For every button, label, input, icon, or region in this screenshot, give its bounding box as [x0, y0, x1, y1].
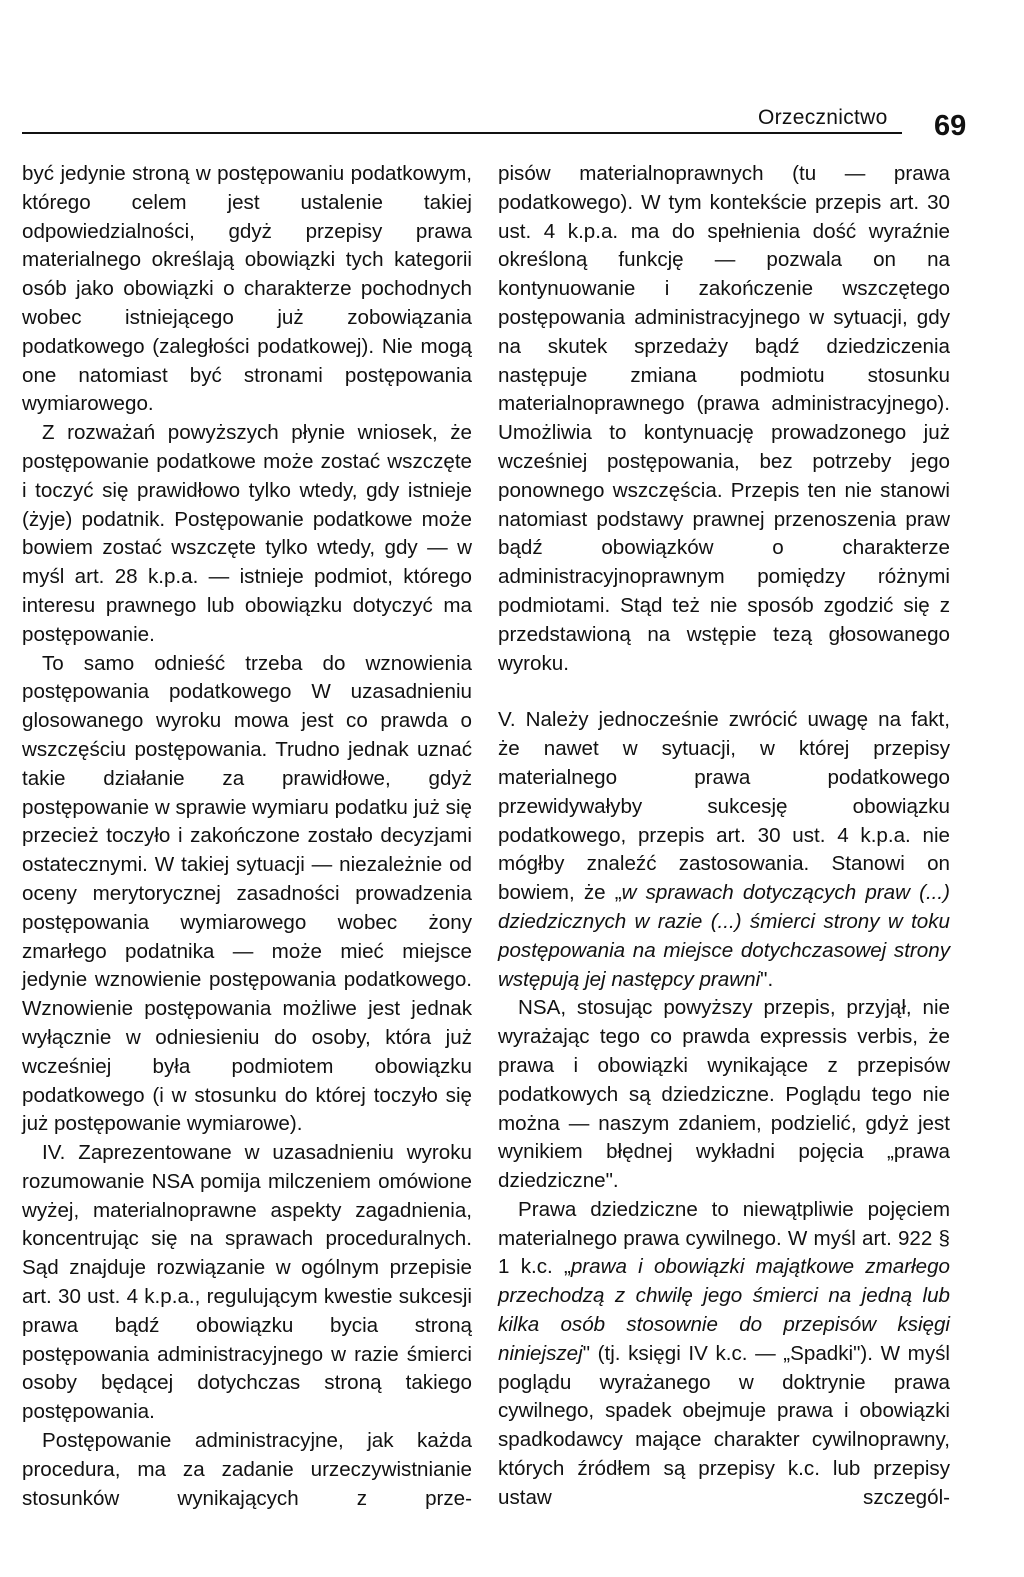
paragraph-text: ".	[760, 967, 774, 991]
paragraph-text: " (tj. księgi IV k.c. — „Spadki"). W myśl poglądu wyrażanego w doktrynie prawa cywilnego, spadek obejmuje prawa i obowiązki spadkodawcy mające charakter cywilnoprawny, których źródłem są przepisy k.c. lub przepisy ustaw szczegól-	[498, 1341, 950, 1509]
paragraph: być jedynie stroną w postępowaniu podatkowym, którego celem jest ustalenie takiej odpowiedzialności, gdyż przepisy prawa materialnego określają obowiązki tych kategorii osób jako obowiązki o charakterze pochodnych wobec istniejącego już zobowiązania podatkowego (zaległości podatkowej). Nie mogą one natomiast być stronami postępowania wymiarowego.	[22, 162, 472, 416]
paragraph-text: Prawa dziedziczne to niewątpliwie pojęciem materialnego prawa cywilnego. W myśl art. 922 § 1 k.c. „	[498, 1197, 950, 1279]
header-rule	[22, 132, 902, 134]
paragraph: IV. Zaprezentowane w uzasadnieniu wyroku rozumowanie NSA pomija milczeniem omówione wyżej, materialnoprawne aspekty zagadnienia, koncentrując się na sprawach proceduralnych. Sąd znajduje rozwiązanie w ogólnym przepisie art. 30 ust. 4 k.p.a., regulującym kwestie sukcesji prawa bądź obowiązku bycia stroną postępowania administracyjnego w razie śmierci osoby będącej dotychczas stroną takiego postępowania.	[22, 1141, 472, 1424]
paragraph: NSA, stosując powyższy przepis, przyjął, nie wyrażając tego co prawda expressis verbis, że prawa i obowiązki wynikające z przepisów podatkowych są dziedziczne. Poglądu tego nie można — naszym zdaniem, podzielić, gdyż jest wynikiem błędnej wykładni pojęcia „prawa dziedziczne".	[498, 996, 950, 1193]
running-head: Orzecznictwo	[758, 106, 888, 129]
paragraph: Postępowanie administracyjne, jak każda procedura, ma za zadanie urzeczywistnianie stosunków wynikających z prze-	[22, 1429, 472, 1510]
quotation: w sprawach dotyczących praw (...) dziedzicznych w razie (...) śmierci strony w toku postępowania na miejsce dotychczasowej strony wstępują jej następcy prawni	[498, 881, 950, 991]
left-column	[22, 160, 472, 1513]
paragraph: To samo odnieść trzeba do wznowienia postępowania podatkowego W uzasadnieniu glosowanego wyroku mowa jest co prawda o wszczęściu postępowania. Trudno jednak uznać takie działanie za prawidłowe, gdyż postępowanie w sprawie wymiaru podatku już się przecież toczyło i zakończone zostało decyzjami ostatecznymi. W takiej sytuacji — niezależnie od oceny merytorycznej zasadności prowadzenia postępowania wymiarowego wobec żony zmarłego podatnika — może mieć miejsce jedynie wznowienie postępowania podatkowego. Wznowienie postępowania możliwe jest jednak wyłącznie w odniesieniu do osoby, która już wcześniej była podmiotem obowiązku podatkowego (i w stosunku do której toczyło się już postępowanie wymiarowe).	[22, 651, 472, 1136]
paragraph	[498, 706, 950, 994]
paragraph: pisów materialnoprawnych (tu — prawa podatkowego). W tym kontekście przepis art. 30 ust. 4 k.p.a. ma do spełnienia dość wyraźnie określoną funkcję — pozwala on na kontynuowanie i zakończenie wszczętego postępowania administracyjnego w sytuacji, gdy na skutek sprzedaży bądź dziedziczenia następuje zmiana podmiotu stosunku materialnoprawnego (prawa administracyjnego). Umożliwia to kontynuację prowadzonego już wcześniej postępowania, bez potrzeby jego ponownego wszczęścia. Przepis ten nie stanowi natomiast podstawy prawnej przenoszenia praw bądź obowiązków o charakterze administracyjnoprawnym pomiędzy różnymi podmiotami. Stąd też nie sposób zgodzić się z przedstawioną na wstępie tezą głosowanego wyroku.	[498, 162, 950, 675]
quotation: prawa i obowiązki majątkowe zmarłego przechodzą z chwilę jego śmierci na jedną lub kilka osób stosownie do przepisów księgi niniejszej	[498, 1255, 950, 1365]
page-number: 69	[934, 110, 967, 142]
page-header	[22, 100, 1002, 150]
paragraph: Z rozważań powyższych płynie wniosek, że postępowanie podatkowe może zostać wszczęte i toczyć się prawidłowo tylko wtedy, gdy istnieje (żyje) podatnik. Postępowanie podatkowe może bowiem zostać wszczęte tylko wtedy, gdy — w myśl art. 28 k.p.a. — istnieje podmiot, którego interesu prawnego lub obowiązku dotyczyć ma postępowanie.	[22, 421, 472, 646]
paragraph	[498, 1196, 950, 1513]
right-column	[498, 160, 950, 1513]
paragraph-text: V. Należy jednocześnie zwrócić uwagę na fakt, że nawet w sytuacji, w której przepisy materialnego prawa podatkowego przewidywałyby sukcesję obowiązku podatkowego, przepis art. 30 ust. 4 k.p.a. nie mógłby znaleźć zastosowania. Stanowi on bowiem, że „	[498, 708, 950, 905]
